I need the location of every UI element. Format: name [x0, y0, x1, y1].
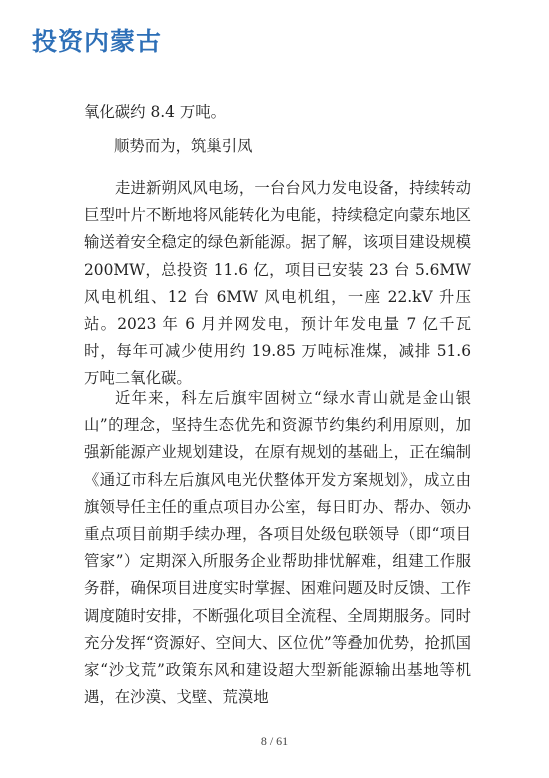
section-heading: 顺势而为，筑巢引凤 — [114, 137, 253, 155]
body-paragraph: 走进新朔风风电场，一台台风力发电设备，持续转动巨型叶片不断地将风能转化为电能，持续稳定向蒙东地区输送着安全稳定的绿色新能源。据了解，该项目建设规模 200MW，总投资 11.6 亿，项目已安装 23 台 5.6MW 风电机组、12 台 6MW 风电机组，一座 22.kV 升压站。2023 年 6 月并网发电，预计年发电量 7 亿千瓦时，每年可减少使用约 19.85 万吨标准煤，减排 51.6 万吨二氧化碳。 — [84, 179, 471, 388]
body-paragraph: 氧化碳约 8.4 万吨。 — [84, 103, 226, 121]
document-header-title: 投资内蒙古 — [32, 27, 163, 56]
page-number: 8 / 61 — [260, 734, 289, 748]
body-paragraph: 近年来，科左后旗牢固树立“绿水青山就是金山银山”的理念，坚持生态优先和资源节约集约利用原则，加强新能源产业规划建设，在原有规划的基础上，正在编制《通辽市科左后旗风电光伏整体开发方案规划》，成立由旗领导任主任的重点项目办公室，每日盯办、帮办、领办重点项目前期手续办理，各项目处级包联领导（即“项目管家”）定期深入所服务企业帮助排忧解难，组建工作服务群，确保项目进度实时掌握、困难问题及时反馈、工作调度随时安排，不断强化项目全流程、全周期服务。同时充分发挥“资源好、空间大、区位优”等叠加优势，抢抓国家“沙戈荒”政策东风和建设超大型新能源输出基地等机遇，在沙漠、戈壁、荒漠地 — [84, 389, 471, 707]
